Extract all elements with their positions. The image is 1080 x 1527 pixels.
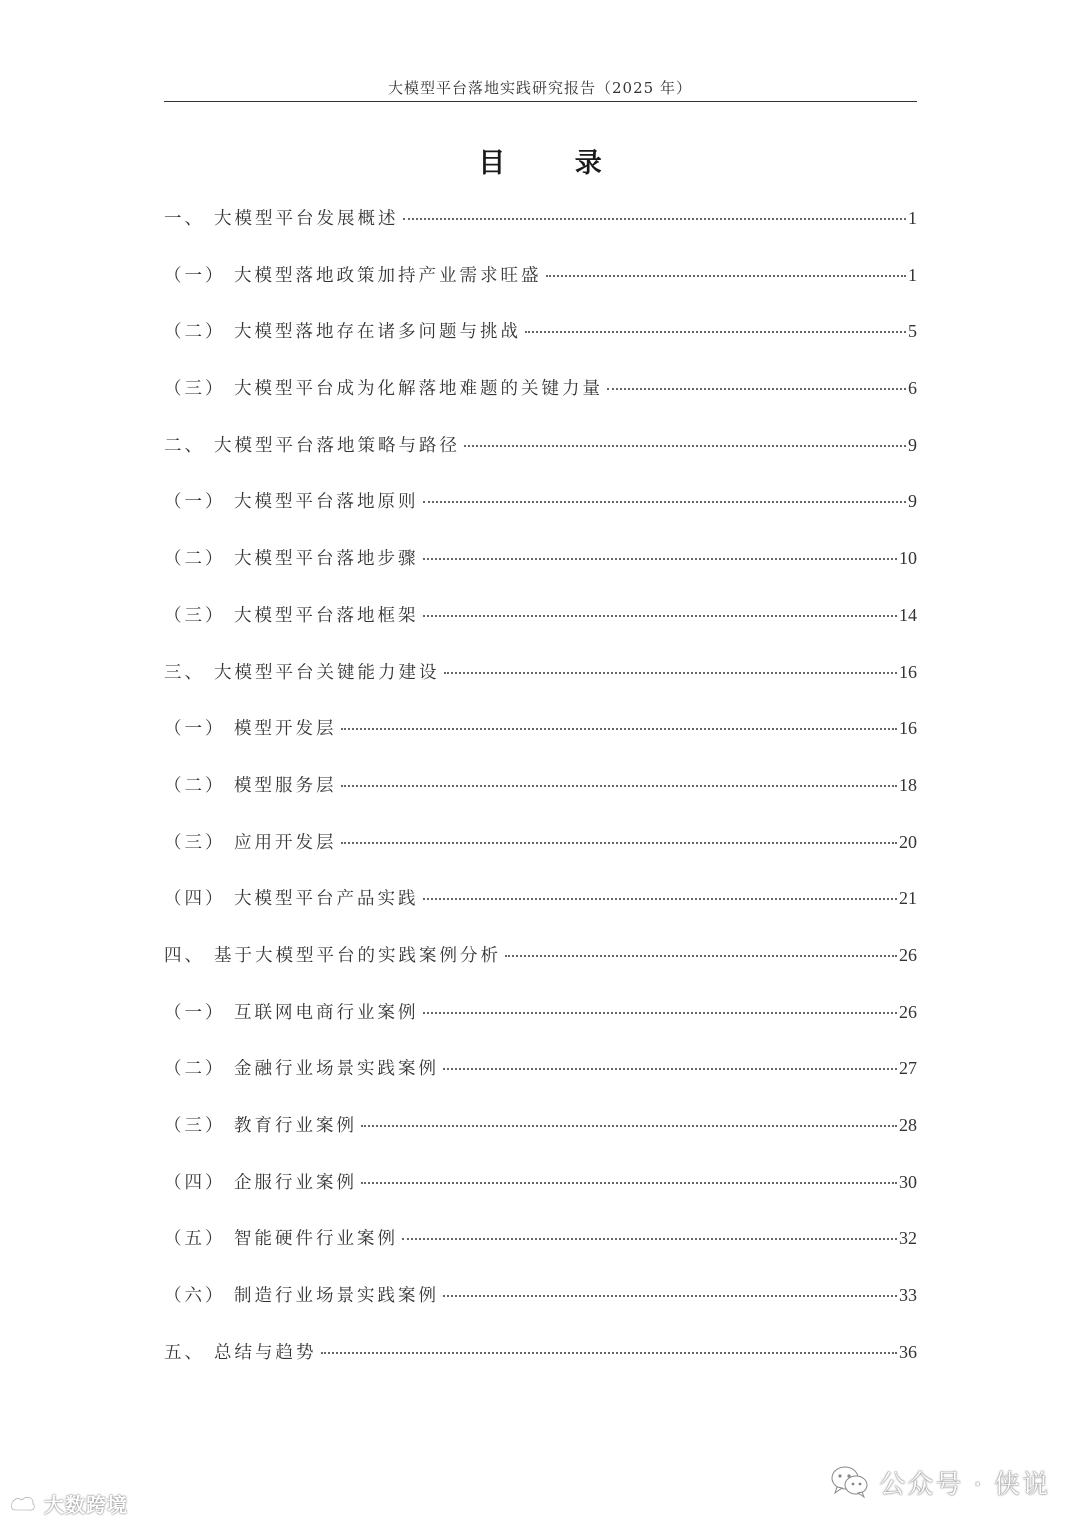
running-header: 大模型平台落地实践研究报告（2025 年） (388, 79, 692, 97)
toc-entry-label: 模型服务层 (234, 775, 337, 796)
toc-entry-section[interactable] (164, 990, 917, 1047)
toc-entry-label: 大模型落地政策加持产业需求旺盛 (234, 265, 542, 286)
toc-entry-page-number: 27 (899, 1058, 917, 1079)
header-divider (164, 101, 917, 102)
toc-entry-label: 模型开发层 (234, 719, 337, 740)
toc-entry-chapter[interactable] (164, 196, 917, 253)
toc-entry-number: （三） (164, 379, 226, 400)
toc-dot-leader (341, 784, 898, 787)
toc-dot-leader (444, 671, 898, 674)
toc-entry-number: （一） (164, 1002, 226, 1023)
toc-entry-label: 基于大模型平台的实践案例分析 (214, 945, 501, 966)
toc-entry-label: 大模型平台成为化解落地难题的关键力量 (234, 379, 603, 400)
toc-entry-section[interactable] (164, 763, 917, 820)
toc-entry-label: 智能硬件行业案例 (234, 1229, 398, 1250)
toc-entry-page-number: 1 (908, 264, 917, 285)
toc-entry-page-number: 5 (908, 321, 917, 342)
toc-dot-leader (525, 330, 906, 333)
toc-entry-number: （二） (164, 1059, 226, 1080)
toc-dot-leader (341, 727, 898, 730)
toc-entry-label: 应用开发层 (234, 832, 337, 853)
toc-entry-chapter[interactable] (164, 933, 917, 990)
toc-dot-leader (464, 444, 906, 447)
toc-entry-page-number: 20 (899, 831, 917, 852)
brand-logo-icon (8, 1492, 38, 1514)
watermark-right-text: 公众号 · 侠说 (879, 1469, 1050, 1500)
toc-entry-number: （一） (164, 719, 226, 740)
toc-dot-leader (402, 1237, 897, 1240)
toc-entry-label: 教育行业案例 (234, 1116, 357, 1136)
toc-entry-number: 三、 (164, 662, 205, 683)
toc-entry-page-number: 16 (899, 661, 917, 682)
toc-entry-page-number: 21 (899, 888, 917, 909)
toc-entry-label: 大模型平台落地原则 (234, 492, 419, 513)
toc-entry-number: 五、 (164, 1342, 205, 1363)
toc-entry-number: （六） (164, 1286, 226, 1307)
toc-entry-page-number: 9 (908, 491, 917, 512)
toc-entry-page-number: 30 (899, 1171, 917, 1192)
toc-entry-section[interactable] (164, 479, 917, 536)
toc-entry-section[interactable] (164, 1216, 917, 1273)
toc-entry-page-number: 1 (908, 208, 917, 228)
toc-entry-number: （三） (164, 832, 226, 853)
toc-entry-chapter[interactable] (164, 1330, 917, 1387)
toc-dot-leader (443, 1067, 897, 1070)
toc-entry-label: 互联网电商行业案例 (234, 1002, 419, 1023)
toc-entry-section[interactable] (164, 820, 917, 877)
toc-entry-section[interactable] (164, 706, 917, 763)
toc-entry-section[interactable] (164, 253, 917, 310)
toc-entry-page-number: 33 (899, 1285, 917, 1306)
toc-entry-number: （二） (164, 549, 226, 570)
toc-dot-leader (443, 1294, 897, 1297)
watermark-left (8, 1488, 128, 1518)
toc-entry-label: 大模型平台落地步骤 (234, 549, 419, 570)
toc-entry-number: （三） (164, 605, 226, 626)
toc-entry-section[interactable] (164, 876, 917, 933)
toc-entry-label: 大模型平台发展概述 (214, 209, 399, 229)
toc-entry-number: （四） (164, 1172, 226, 1193)
toc-entry-number: （五） (164, 1229, 226, 1250)
wechat-icon (829, 1464, 871, 1500)
toc-entry-label: 大模型平台落地策略与路径 (214, 435, 460, 456)
toc-entry-page-number: 6 (908, 378, 917, 399)
toc-entry-label: 大模型平台关键能力建设 (214, 662, 440, 683)
toc-entry-number: 二、 (164, 435, 205, 456)
watermark-left-text: 大数跨境 (44, 1492, 128, 1517)
toc-entry-section[interactable] (164, 593, 917, 650)
toc-entry-page-number: 18 (899, 774, 917, 795)
toc-entry-number: （一） (164, 492, 226, 513)
toc-entry-page-number: 36 (899, 1341, 917, 1362)
toc-entry-page-number: 9 (908, 434, 917, 455)
watermark-right (829, 1460, 1050, 1504)
toc-entry-page-number: 16 (899, 718, 917, 739)
toc-entry-page-number: 14 (899, 604, 917, 625)
toc-dot-leader (361, 1124, 897, 1127)
toc-entry-label: 制造行业场景实践案例 (234, 1286, 439, 1307)
toc-dot-leader (423, 897, 898, 900)
toc-entry-page-number: 10 (899, 548, 917, 569)
toc-dot-leader (403, 217, 907, 220)
toc-entry-page-number: 26 (899, 1001, 917, 1022)
toc-dot-leader (505, 954, 897, 957)
toc-entry-number: 四、 (164, 945, 205, 966)
toc-entry-number: （三） (164, 1116, 226, 1136)
toc-entry-section[interactable] (164, 366, 917, 423)
toc-dot-leader (546, 274, 907, 277)
toc-title: 目 录 (478, 148, 632, 179)
toc-entry-label: 总结与趋势 (214, 1342, 317, 1363)
toc-entry-label: 企服行业案例 (234, 1172, 357, 1193)
toc-entry-section[interactable] (164, 1103, 917, 1160)
toc-dot-leader (423, 557, 898, 560)
toc-entry-section[interactable] (164, 1046, 917, 1103)
toc-dot-leader (321, 1351, 898, 1354)
toc-entry-label: 大模型平台产品实践 (234, 889, 419, 910)
toc-entry-number: 一、 (164, 209, 205, 229)
toc-dot-leader (607, 387, 906, 390)
table-of-contents (164, 196, 917, 1386)
toc-entry-number: （二） (164, 775, 226, 796)
toc-entry-number: （一） (164, 265, 226, 286)
toc-entry-section[interactable] (164, 1273, 917, 1330)
toc-entry-section[interactable] (164, 309, 917, 366)
toc-entry-section[interactable] (164, 536, 917, 593)
toc-entry-page-number: 32 (899, 1228, 917, 1249)
toc-dot-leader (423, 500, 907, 503)
toc-entry-label: 金融行业场景实践案例 (234, 1059, 439, 1080)
toc-dot-leader (341, 841, 898, 844)
toc-entry-number: （四） (164, 889, 226, 910)
toc-entry-chapter[interactable] (164, 650, 917, 707)
toc-entry-page-number: 28 (899, 1115, 917, 1135)
toc-dot-leader (361, 1181, 897, 1184)
toc-entry-label: 大模型落地存在诸多问题与挑战 (234, 322, 521, 343)
toc-dot-leader (423, 1011, 898, 1014)
toc-entry-chapter[interactable] (164, 423, 917, 480)
toc-entry-number: （二） (164, 322, 226, 343)
toc-entry-page-number: 26 (899, 944, 917, 965)
toc-entry-label: 大模型平台落地框架 (234, 605, 419, 626)
toc-dot-leader (423, 614, 898, 617)
toc-entry-section[interactable] (164, 1160, 917, 1217)
